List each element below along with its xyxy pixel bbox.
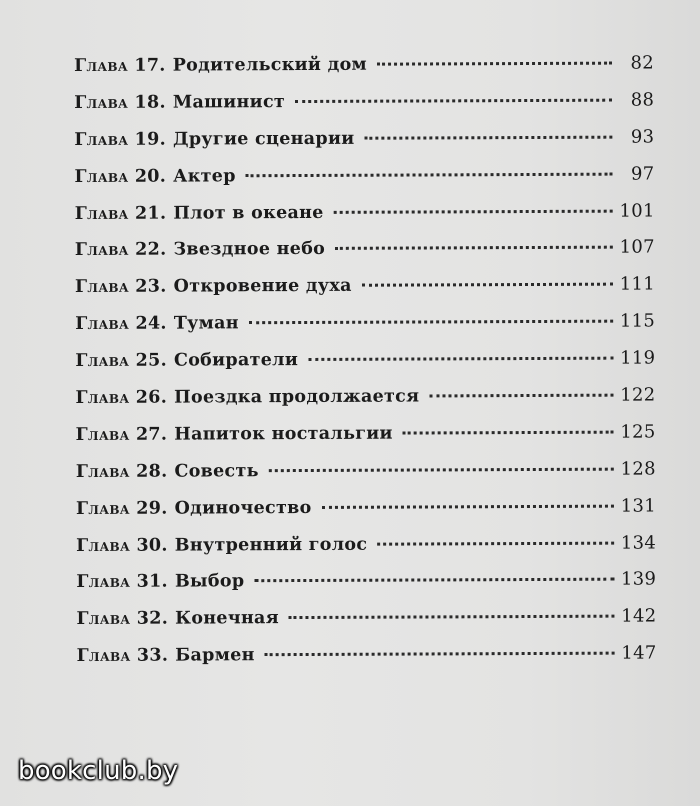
dot-leader bbox=[335, 246, 613, 250]
chapter-title: Другие сценарии bbox=[172, 128, 355, 150]
dot-leader bbox=[377, 541, 614, 545]
dot-leader bbox=[429, 394, 613, 398]
dot-leader bbox=[295, 99, 612, 103]
chapter-number: Глава 26. bbox=[75, 387, 168, 409]
page-number: 111 bbox=[619, 273, 656, 295]
chapter-title: Актер bbox=[173, 165, 236, 187]
toc-entry bbox=[76, 532, 656, 571]
toc-entry bbox=[77, 643, 657, 682]
chapter-title: Машинист bbox=[172, 91, 286, 113]
chapter-number: Глава 21. bbox=[74, 203, 167, 224]
toc-entry bbox=[76, 606, 656, 645]
toc-entry bbox=[76, 569, 656, 608]
chapter-number: Глава 18. bbox=[74, 92, 166, 113]
chapter-number: Глава 32. bbox=[76, 608, 169, 630]
page-number: 147 bbox=[621, 642, 657, 664]
page-number: 82 bbox=[630, 52, 655, 74]
toc-entry bbox=[75, 311, 655, 350]
toc-entry bbox=[75, 348, 655, 387]
chapter-title: Одиночество bbox=[174, 497, 312, 519]
toc-entry bbox=[75, 237, 655, 276]
dot-leader bbox=[254, 578, 614, 583]
dot-leader bbox=[362, 283, 613, 287]
dot-leader bbox=[377, 62, 612, 66]
dot-leader bbox=[265, 652, 615, 657]
chapter-title: Напиток ностальгии bbox=[174, 423, 393, 445]
chapter-number: Глава 24. bbox=[75, 313, 167, 335]
chapter-number: Глава 25. bbox=[75, 350, 168, 372]
dot-leader bbox=[269, 467, 614, 472]
chapter-number: Глава 17. bbox=[74, 55, 166, 76]
toc-entry bbox=[74, 126, 654, 165]
table-of-contents bbox=[74, 52, 657, 682]
dot-leader bbox=[308, 357, 613, 361]
toc-entry bbox=[74, 163, 654, 202]
toc-entry bbox=[75, 200, 655, 239]
page-number: 142 bbox=[621, 605, 657, 627]
chapter-number: Глава 28. bbox=[75, 461, 168, 482]
page-number: 139 bbox=[620, 568, 657, 591]
dot-leader bbox=[322, 504, 614, 508]
chapter-title: Поездка продолжается bbox=[174, 386, 420, 408]
chapter-title: Совесть bbox=[174, 460, 259, 482]
chapter-title: Конечная bbox=[175, 608, 279, 629]
dot-leader bbox=[246, 172, 613, 177]
chapter-title: Звездное небо bbox=[173, 239, 326, 261]
page-number: 125 bbox=[620, 421, 656, 443]
dot-leader bbox=[334, 209, 613, 213]
page-number: 128 bbox=[620, 458, 656, 480]
toc-entry bbox=[74, 52, 654, 91]
chapter-number: Глава 29. bbox=[75, 498, 168, 519]
dot-leader bbox=[249, 320, 613, 325]
chapter-title: Плот в океане bbox=[173, 202, 324, 224]
site-watermark: bookclub.by bbox=[18, 756, 179, 786]
chapter-number: Глава 31. bbox=[76, 572, 168, 593]
chapter-title: Откровение духа bbox=[173, 276, 352, 297]
toc-entry bbox=[76, 458, 656, 497]
chapter-number: Глава 33. bbox=[76, 645, 169, 667]
page-number: 97 bbox=[630, 163, 655, 185]
page-number: 115 bbox=[619, 310, 656, 332]
chapter-number: Глава 19. bbox=[74, 129, 167, 150]
chapter-title: Внутренний голос bbox=[174, 534, 368, 556]
toc-entry bbox=[76, 421, 656, 460]
dot-leader bbox=[364, 135, 612, 139]
chapter-title: Выбор bbox=[174, 571, 245, 593]
page-number: 122 bbox=[620, 384, 656, 406]
page-number: 131 bbox=[620, 495, 657, 517]
toc-entry bbox=[76, 495, 656, 534]
chapter-title: Родительский дом bbox=[172, 54, 368, 76]
chapter-number: Глава 23. bbox=[74, 276, 167, 298]
page-number: 119 bbox=[620, 347, 656, 369]
toc-entry bbox=[74, 89, 654, 128]
toc-entry bbox=[75, 384, 655, 423]
chapter-number: Глава 27. bbox=[75, 424, 168, 445]
toc-entry bbox=[75, 274, 655, 313]
page-number: 101 bbox=[619, 200, 655, 222]
page-number: 93 bbox=[630, 126, 655, 148]
chapter-number: Глава 20. bbox=[74, 166, 167, 187]
chapter-title: Бармен bbox=[175, 645, 255, 666]
dot-leader bbox=[403, 431, 614, 435]
chapter-number: Глава 30. bbox=[76, 535, 168, 556]
chapter-title: Туман bbox=[173, 313, 239, 334]
page-number: 88 bbox=[630, 89, 655, 111]
chapter-title: Собиратели bbox=[173, 350, 299, 371]
page-number: 134 bbox=[620, 532, 657, 554]
page-number: 107 bbox=[619, 236, 655, 259]
dot-leader bbox=[289, 615, 615, 619]
chapter-number: Глава 22. bbox=[74, 240, 167, 261]
